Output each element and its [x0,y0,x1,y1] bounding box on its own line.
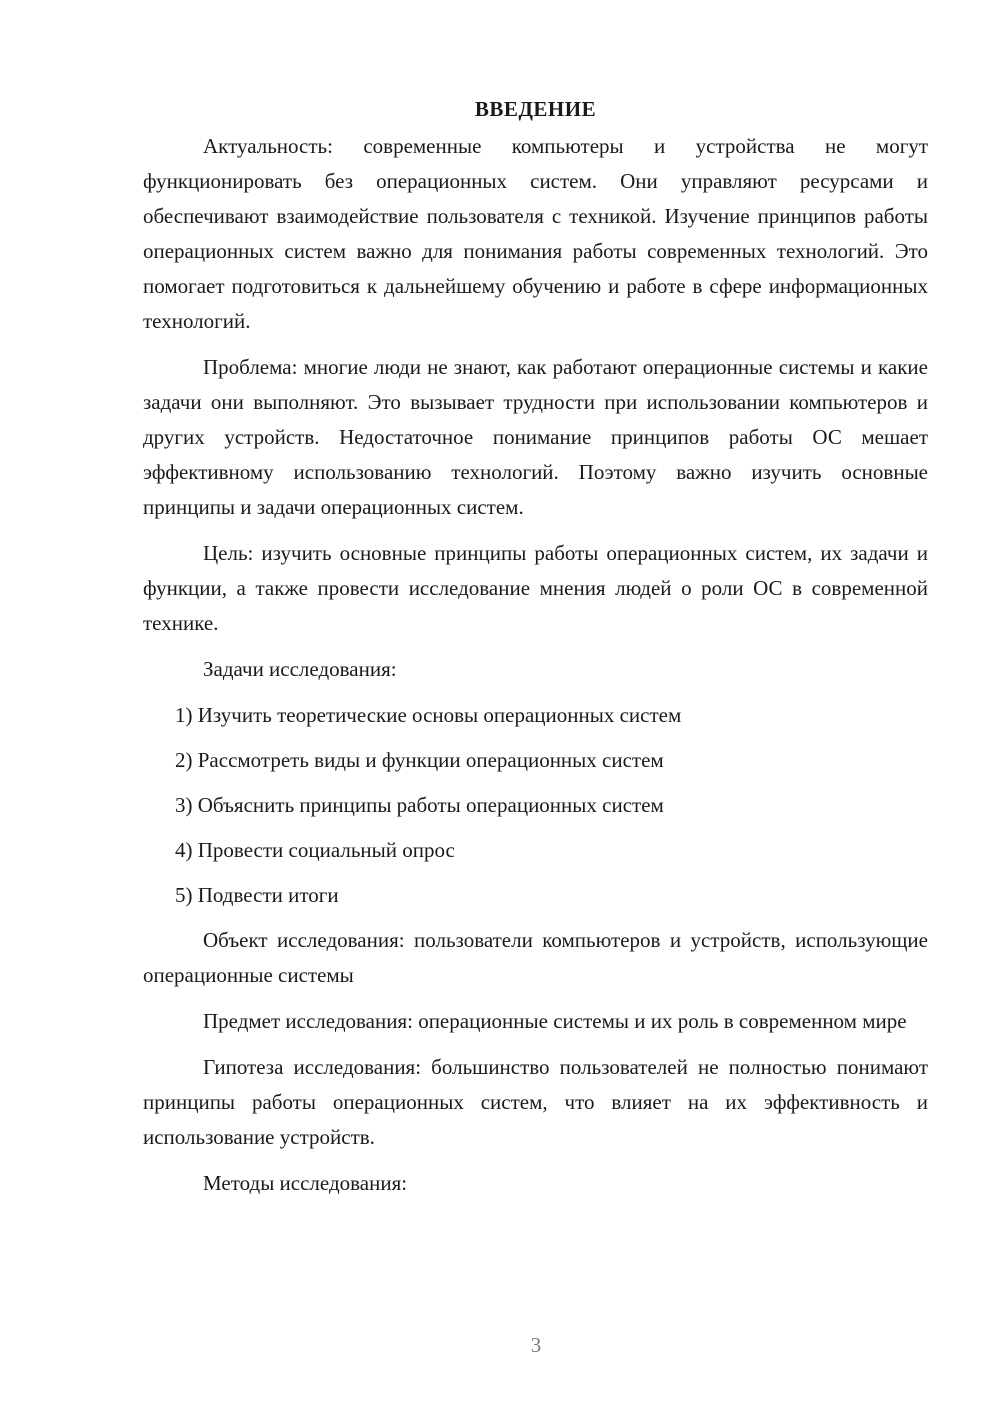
list-item: 5) Подвести итоги [175,883,339,907]
methods-heading: Методы исследования: [203,1171,408,1195]
document-page [143,92,928,1212]
paragraph-problem: Проблема: многие люди не знают, как работают операционные системы и какие задачи они выполняют. Это вызывает трудности при использовании компьютеров и других устройств. Недостаточное понимание принципов работы ОС мешает эффективному использованию технологий. Поэтому важно изучить основные принципы и задачи операционных систем. [143,355,928,519]
page-number: 3 [530,1333,542,1357]
paragraph-goal: Цель: изучить основные принципы работы операционных систем, их задачи и функции, а также провести исследование мнения людей о роли ОС в современной технике. [143,541,928,635]
list-item: 1) Изучить теоретические основы операционных систем [175,703,682,727]
tasks-list [143,698,928,913]
list-item: 3) Объяснить принципы работы операционных систем [175,793,664,817]
section-title: ВВЕДЕНИЕ [474,97,597,121]
paragraph-actuality: Актуальность: современные компьютеры и устройства не могут функционировать без операционных систем. Они управляют ресурсами и обеспечивают взаимодействие пользователя с техникой. Изучение принципов работы операционных систем важно для понимания работы современных технологий. Это помогает подготовиться к дальнейшему обучению и работе в сфере информационных технологий. [143,134,928,333]
paragraph-object: Объект исследования: пользователи компьютеров и устройств, использующие операционные системы [143,928,928,987]
tasks-heading: Задачи исследования: [203,657,397,681]
list-item: 4) Провести социальный опрос [175,838,455,862]
list-item: 2) Рассмотреть виды и функции операционных систем [175,748,664,772]
paragraph-hypothesis: Гипотеза исследования: большинство пользователей не полностью понимают принципы работы операционных систем, что влияет на их эффективность и использование устройств. [143,1055,928,1149]
paragraph-subject: Предмет исследования: операционные системы и их роль в современном мире [203,1009,907,1033]
